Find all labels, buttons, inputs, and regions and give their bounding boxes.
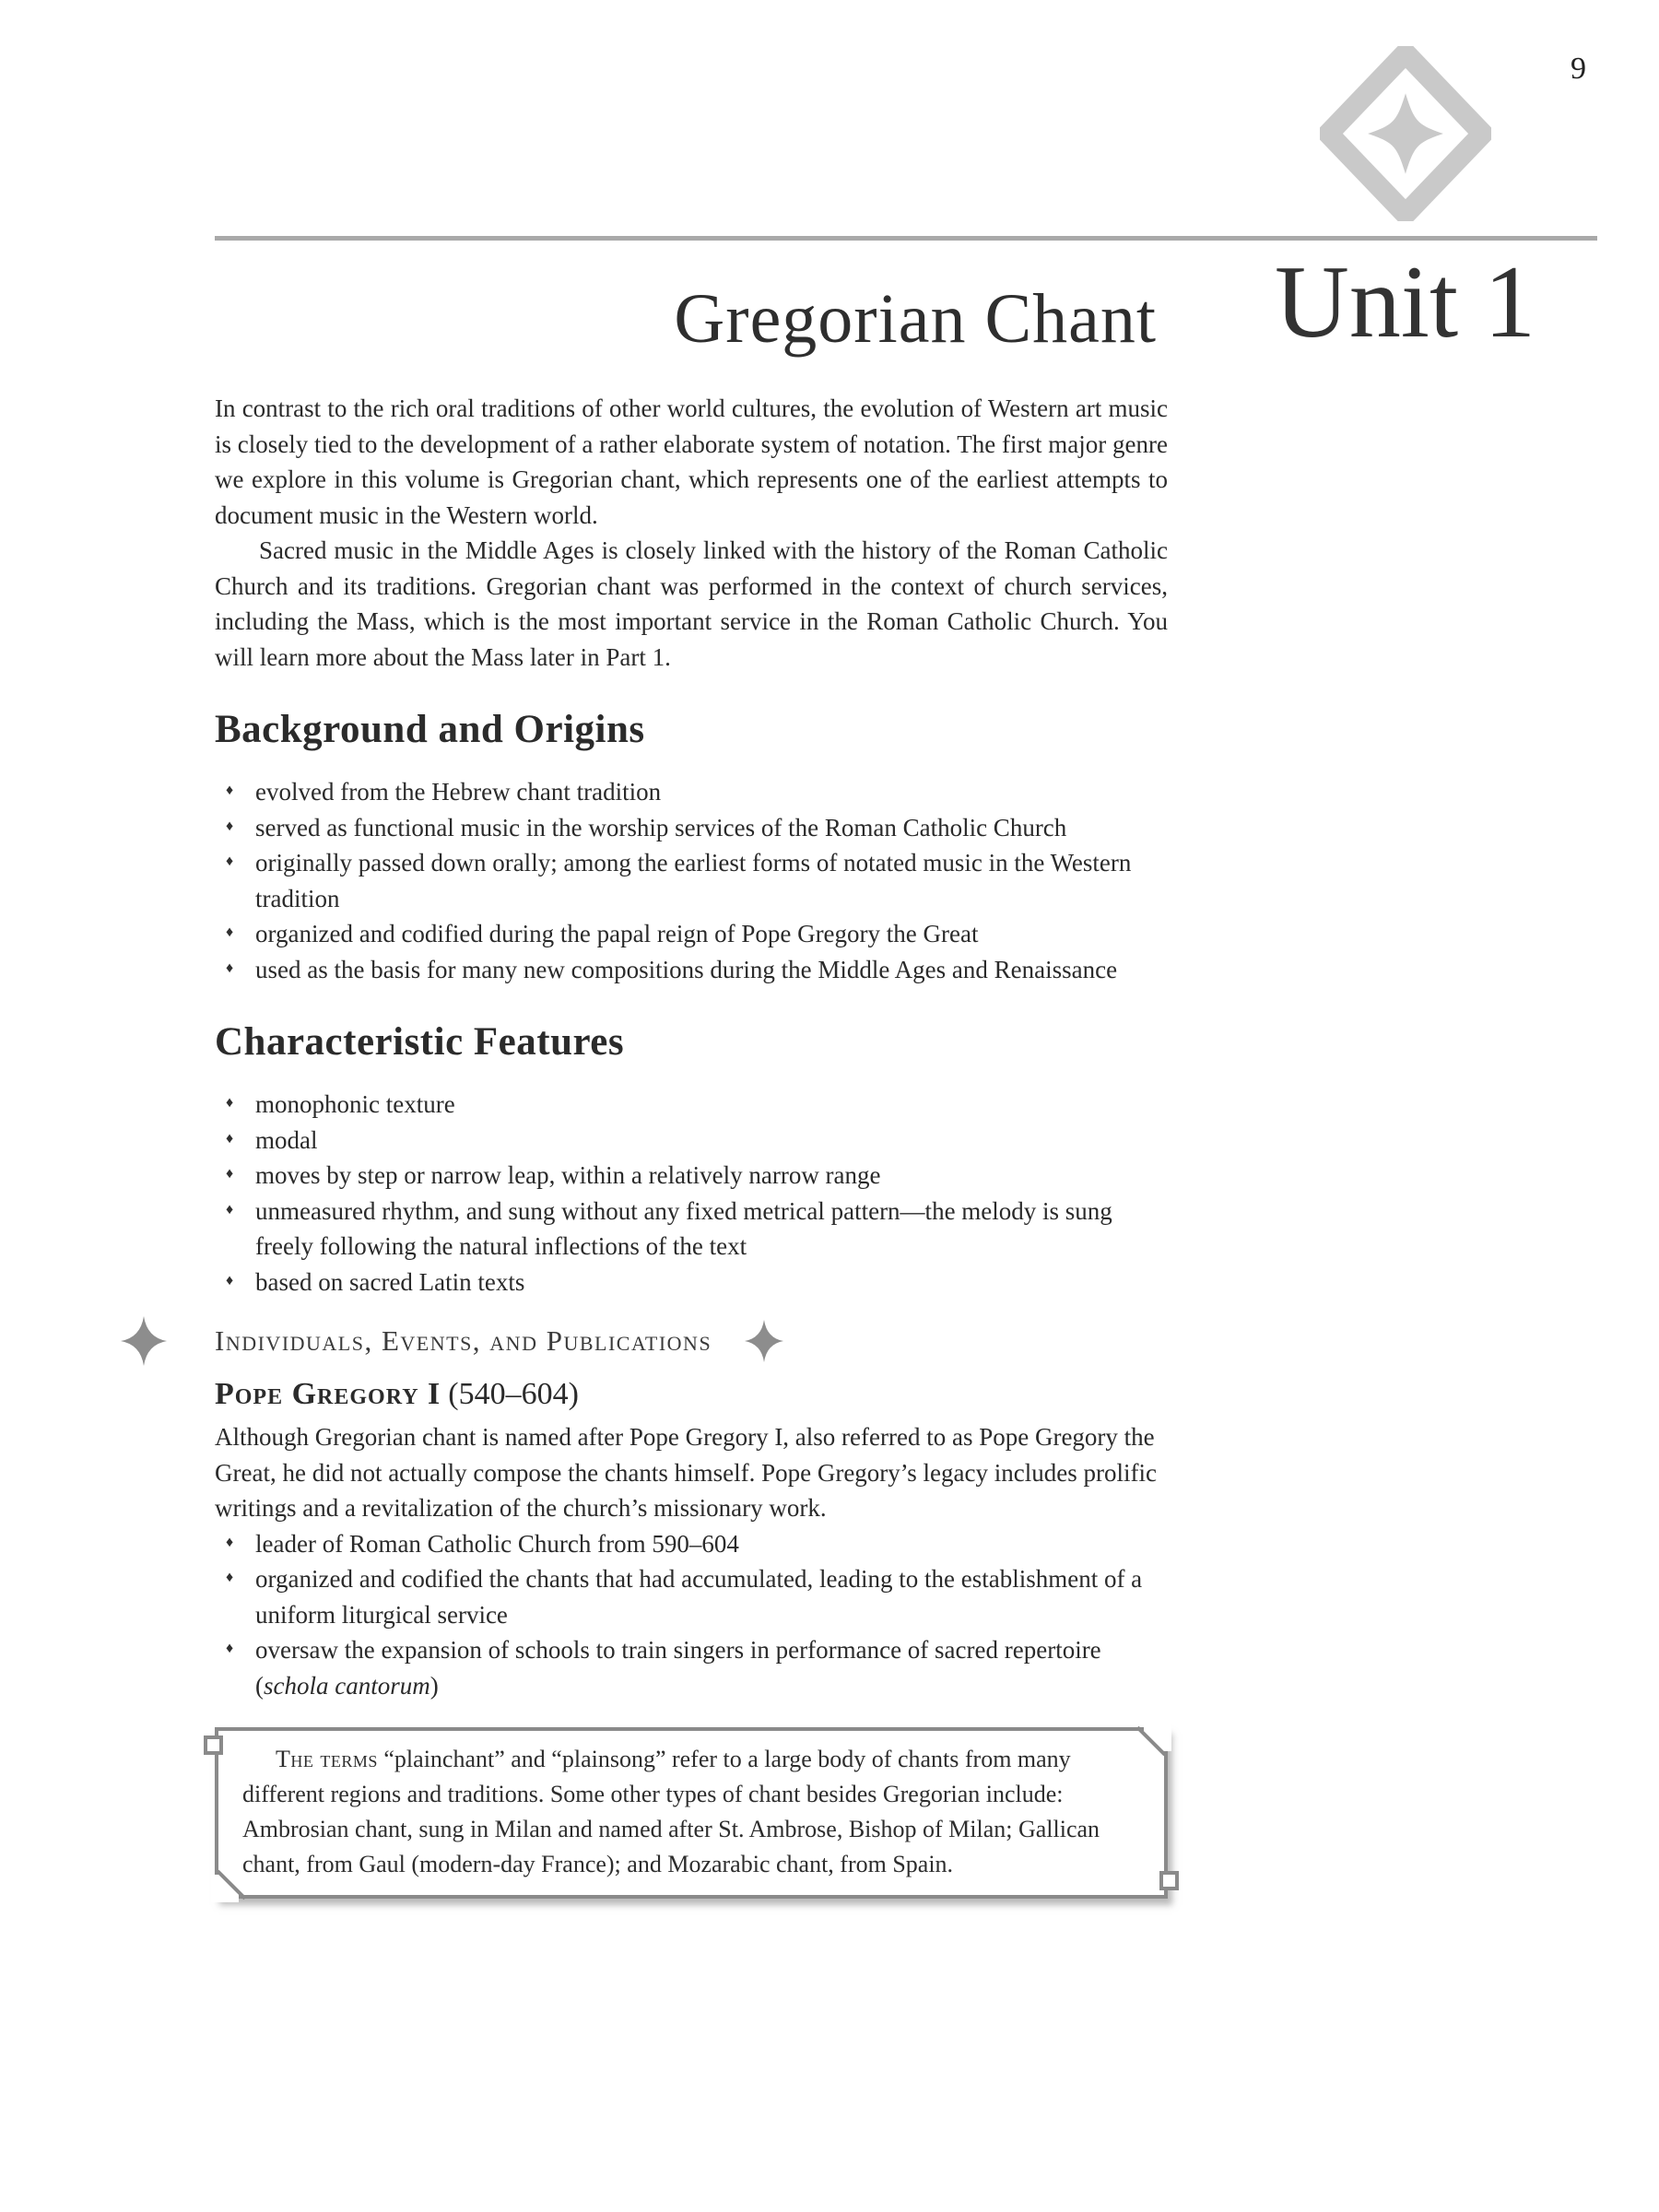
list-item: ♦ originally passed down orally; among the earliest forms of notated music in the Western tradition [255,845,1168,916]
pope-gregory-years: (540–604) [448,1377,579,1411]
gregory-bullet-list [215,1526,1168,1704]
list-item: ♦ organized and codified the chants that had accumulated, leading to the establishment of a uniform liturgical service [255,1561,1168,1632]
individuals-heading: Individuals, Events, and Publications [215,1324,712,1357]
page-number: 9 [1571,52,1586,86]
list-item: ♦ moves by step or narrow leap, within a relatively narrow range [255,1158,1168,1194]
features-heading: Characteristic Features [215,1020,625,1064]
note-box-lead: The terms [276,1746,378,1772]
pope-gregory-paragraph: Although Gregorian chant is named after Pope Gregory I, also referred to as Pope Gregory the Great, he did not actually compose the chants himself. Pope Gregory’s legacy includes prolific writings and a revitalization of the church’s missionary work. [215,1423,1157,1522]
bullet-text: ) [429,1671,439,1700]
list-item: ♦ organized and codified during the papal reign of Pope Gregory the Great [255,916,1168,952]
sparkle-icon [745,1320,783,1362]
list-item: ♦ served as functional music in the worship services of the Roman Catholic Church [255,810,1168,846]
list-item: ♦ evolved from the Hebrew chant tradition [255,774,1168,810]
features-bullet-list [215,1087,1168,1300]
header-rule [215,236,1597,241]
list-item: ♦ leader of Roman Catholic Church from 590–604 [255,1526,1168,1562]
bullet-italic-text: schola cantorum [264,1671,430,1700]
bullet-text: oversaw the expansion of schools to train singers in performance of sacred repertoire ( [255,1636,1101,1700]
note-box-body: “plainchant” and “plainsong” refer to a large body of chants from many different regions and traditions. Some other types of chant besides Gregorian include: Ambrosian chant, sung in Milan and named after St. Ambrose, Bishop of Milan; Gallican chant, from Gaul (modern-day France); and Mozarabic chant, from Spain. [242,1746,1100,1877]
individuals-heading-row [215,1316,1168,1366]
sidebar-note-box [215,1727,1168,1899]
pope-gregory-name: Pope Gregory I [215,1377,441,1411]
background-bullet-list [215,774,1168,987]
sparkle-icon [121,1316,167,1366]
list-item: ♦ monophonic texture [255,1087,1168,1123]
background-heading: Background and Origins [215,708,645,751]
nested-diamond-logo-icon [1320,46,1491,221]
main-column [215,391,1168,1899]
list-item: ♦ unmeasured rhythm, and sung without any fixed metrical pattern—the melody is sung freely following the natural inflections of the text [255,1194,1168,1265]
chapter-title: Gregorian Chant [674,280,1157,358]
intro-paragraph-1: In contrast to the rich oral traditions of other world cultures, the evolution of Western art music is closely tied to the development of a rather elaborate system of notation. The first major genre we explore in this volume is Gregorian chant, which represents one of the earliest attempts to document music in the Western world. [215,394,1168,529]
list-item: ♦ used as the basis for many new compositions during the Middle Ages and Renaissance [255,952,1168,988]
list-item: ♦ modal [255,1123,1168,1159]
unit-label: Unit 1 [1275,245,1536,359]
intro-paragraph-2: Sacred music in the Middle Ages is closely linked with the history of the Roman Catholic Church and its traditions. Gregorian chant was performed in the context of church services, including the Mass, which is the most important service in the Roman Catholic Church. You will learn more about the Mass later in Part 1. [215,536,1168,671]
list-item: ♦ based on sacred Latin texts [255,1265,1168,1300]
box-corner-knot-ornament [1159,1871,1179,1890]
note-box-text [242,1742,1140,1882]
list-item [255,1632,1168,1703]
box-corner-knot-ornament [204,1735,223,1755]
pope-gregory-heading [215,1373,1168,1416]
